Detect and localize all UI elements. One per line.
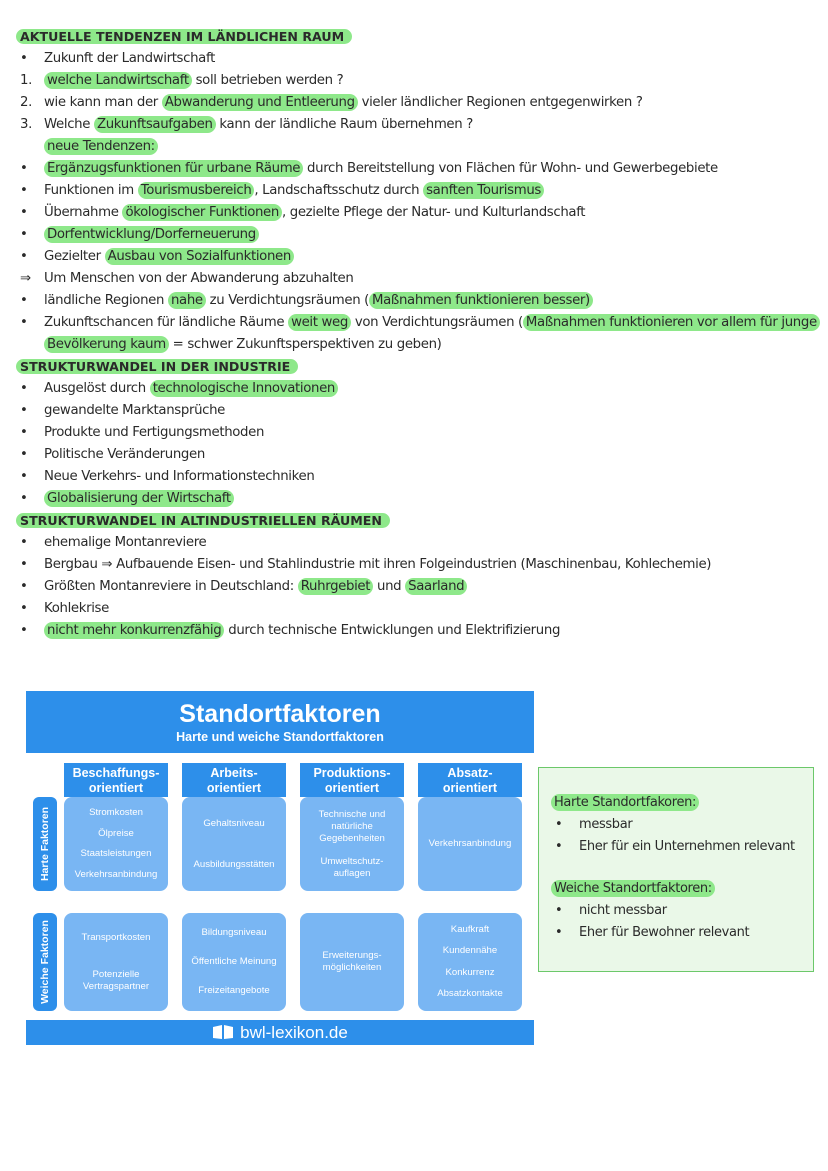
summary-item bbox=[551, 922, 749, 944]
summary-item bbox=[551, 900, 749, 922]
standortfaktoren-summary-box bbox=[538, 767, 814, 972]
note-text: Bergbau ⇒ Aufbauende Eisen- und Stahlindustrie mit ihren Folgeindustrien (Maschinenbau, Kohlechemie) bbox=[44, 557, 712, 572]
note-line bbox=[16, 598, 816, 620]
list-marker: • bbox=[20, 601, 28, 616]
note-text: zu Verdichtungsräumen ( bbox=[205, 293, 370, 308]
list-marker: • bbox=[20, 183, 28, 198]
highlighted-text: ökologischer Funktionen bbox=[122, 204, 282, 221]
soft-factor-cell bbox=[182, 913, 286, 1011]
book-icon bbox=[212, 1025, 234, 1039]
highlighted-text: Bevölkerung kaum bbox=[44, 336, 169, 353]
list-marker: • bbox=[555, 925, 563, 940]
note-text: Um Menschen von der Abwanderung abzuhalten bbox=[44, 271, 354, 286]
highlighted-text: Maßnahmen funktionieren besser) bbox=[369, 292, 593, 309]
section-heading bbox=[16, 356, 816, 378]
column-header: Absatz- orientiert bbox=[418, 763, 522, 797]
factor-item: Ausbildungsstätten bbox=[193, 858, 275, 870]
factor-item: Kundennähe bbox=[442, 945, 498, 957]
summary-item bbox=[551, 814, 795, 836]
highlighted-text: STRUKTURWANDEL IN ALTINDUSTRIELLEN RÄUMEN bbox=[16, 513, 390, 528]
factor-item: Öffentliche Meinung bbox=[191, 955, 277, 967]
list-marker: • bbox=[20, 623, 28, 638]
factor-item: Freizeitangebote bbox=[198, 984, 270, 996]
summary-item-text: Eher für ein Unternehmen relevant bbox=[579, 839, 795, 854]
note-line bbox=[16, 422, 816, 444]
row-label-soft: Weiche Faktoren bbox=[33, 913, 57, 1011]
note-line bbox=[16, 158, 816, 180]
hard-factor-cell bbox=[182, 797, 286, 891]
section-heading bbox=[16, 26, 816, 48]
summary-title: Weiche Standortfaktoren: bbox=[551, 880, 715, 897]
note-line bbox=[16, 136, 816, 158]
hard-factor-cell bbox=[64, 797, 168, 891]
highlighted-text: neue Tendenzen: bbox=[44, 138, 158, 155]
list-marker: • bbox=[20, 535, 28, 550]
note-text: Zukunftschancen für ländliche Räume bbox=[44, 315, 289, 330]
note-line bbox=[16, 70, 816, 92]
list-marker: • bbox=[20, 557, 28, 572]
note-line bbox=[16, 92, 816, 114]
infographic-banner bbox=[26, 691, 534, 753]
note-text: Kohlekrise bbox=[44, 601, 109, 616]
summary-item-text: messbar bbox=[579, 817, 633, 832]
highlighted-text: AKTUELLE TENDENZEN IM LÄNDLICHEN RAUM bbox=[16, 29, 352, 44]
note-line bbox=[16, 400, 816, 422]
soft-factor-cell bbox=[300, 913, 404, 1011]
factor-item: Transportkosten bbox=[81, 931, 151, 943]
list-marker: • bbox=[555, 817, 563, 832]
highlighted-text: weit weg bbox=[288, 314, 351, 331]
soft-factor-cell bbox=[418, 913, 522, 1011]
factor-item: Ölpreise bbox=[98, 827, 134, 839]
note-text: = schwer Zukunftsperspektiven zu geben) bbox=[168, 337, 442, 352]
highlighted-text: Saarland bbox=[405, 578, 467, 595]
note-line bbox=[16, 576, 816, 598]
column-header: Produktions- orientiert bbox=[300, 763, 404, 797]
note-text: Gezielter bbox=[44, 249, 105, 264]
list-marker: • bbox=[20, 403, 28, 418]
note-text: Politische Veränderungen bbox=[44, 447, 205, 462]
factor-item: Konkurrenz bbox=[445, 966, 495, 978]
list-marker: 2. bbox=[20, 95, 32, 110]
list-marker: • bbox=[20, 293, 28, 308]
factor-item: Kaufkraft bbox=[450, 923, 490, 935]
highlighted-text: Maßnahmen funktionieren vor allem für junge bbox=[523, 314, 820, 331]
note-line bbox=[16, 268, 816, 290]
note-text: Funktionen im bbox=[44, 183, 138, 198]
note-line bbox=[16, 488, 816, 510]
hard-factor-cell bbox=[418, 797, 522, 891]
note-text: Zukunft der Landwirtschaft bbox=[44, 51, 215, 66]
highlighted-text: Zukunftsaufgaben bbox=[94, 116, 216, 133]
factor-item: Potenzielle Vertragspartner bbox=[82, 968, 150, 992]
factor-item: Gehaltsniveau bbox=[203, 817, 265, 829]
note-text: und bbox=[373, 579, 406, 594]
highlighted-text: Dorfentwicklung/Dorferneuerung bbox=[44, 226, 259, 243]
note-line bbox=[16, 180, 816, 202]
list-marker: ⇒ bbox=[20, 271, 31, 286]
note-text: , Landschaftsschutz durch bbox=[254, 183, 424, 198]
note-text: von Verdichtungsräumen ( bbox=[350, 315, 523, 330]
list-marker: • bbox=[20, 447, 28, 462]
note-line bbox=[16, 466, 816, 488]
summary-section bbox=[551, 792, 795, 858]
note-text: kann der ländliche Raum übernehmen ? bbox=[215, 117, 473, 132]
highlighted-text: nicht mehr konkurrenzfähig bbox=[44, 622, 224, 639]
list-marker: 1. bbox=[20, 73, 32, 88]
summary-item-text: Eher für Bewohner relevant bbox=[579, 925, 750, 940]
highlighted-text: nahe bbox=[168, 292, 206, 309]
note-line bbox=[16, 246, 816, 268]
note-line bbox=[16, 334, 816, 356]
section-heading bbox=[16, 510, 816, 532]
highlighted-text: Abwanderung und Entleerung bbox=[162, 94, 358, 111]
list-marker: • bbox=[20, 249, 28, 264]
list-marker: • bbox=[555, 839, 563, 854]
highlighted-text: Ruhrgebiet bbox=[298, 578, 373, 595]
note-line bbox=[16, 224, 816, 246]
summary-section bbox=[551, 878, 749, 944]
list-marker: 3. bbox=[20, 117, 32, 132]
list-marker: • bbox=[20, 227, 28, 242]
note-line bbox=[16, 48, 816, 70]
factor-item: Erweiterungs-möglichkeiten bbox=[322, 950, 382, 973]
list-marker: • bbox=[20, 491, 28, 506]
note-text: Ausgelöst durch bbox=[44, 381, 150, 396]
highlighted-text: sanften Tourismus bbox=[423, 182, 544, 199]
note-line bbox=[16, 620, 816, 642]
note-line bbox=[16, 532, 816, 554]
note-text: wie kann man der bbox=[44, 95, 162, 110]
note-text: Welche bbox=[44, 117, 94, 132]
factor-item: Umweltschutz-auflagen bbox=[320, 855, 384, 879]
note-text: vieler ländlicher Regionen entgegenwirken ? bbox=[357, 95, 643, 110]
note-text: ehemalige Montanreviere bbox=[44, 535, 207, 550]
hard-factor-cell bbox=[300, 797, 404, 891]
list-marker: • bbox=[20, 579, 28, 594]
standortfaktoren-infographic bbox=[26, 691, 534, 1045]
highlighted-text: Globalisierung der Wirtschaft bbox=[44, 490, 234, 507]
highlighted-text: Ausbau von Sozialfunktionen bbox=[105, 248, 294, 265]
list-marker: • bbox=[20, 425, 28, 440]
list-marker: • bbox=[20, 469, 28, 484]
note-text: Neue Verkehrs- und Informationstechniken bbox=[44, 469, 315, 484]
note-text: , gezielte Pflege der Natur- und Kulturlandschaft bbox=[281, 205, 586, 220]
column-header: Arbeits- orientiert bbox=[182, 763, 286, 797]
summary-item-text: nicht messbar bbox=[579, 903, 667, 918]
soft-factor-cell bbox=[64, 913, 168, 1011]
note-line bbox=[16, 378, 816, 400]
factor-item: Absatzkontakte bbox=[437, 988, 503, 1000]
list-marker: • bbox=[20, 381, 28, 396]
factor-item: Bildungsniveau bbox=[201, 927, 267, 939]
row-label-hard: Harte Faktoren bbox=[33, 797, 57, 891]
list-marker: • bbox=[20, 161, 28, 176]
highlighted-text: welche Landwirtschaft bbox=[44, 72, 192, 89]
note-line bbox=[16, 554, 816, 576]
infographic-footer bbox=[26, 1020, 534, 1045]
highlighted-text: Ergänzugsfunktionen für urbane Räume bbox=[44, 160, 303, 177]
column-header: Beschaffungs- orientiert bbox=[64, 763, 168, 797]
list-marker: • bbox=[20, 205, 28, 220]
factor-item: Technische und natürliche Gegebenheiten bbox=[318, 808, 386, 844]
note-line bbox=[16, 444, 816, 466]
note-line bbox=[16, 290, 816, 312]
infographic-title: Standortfaktoren bbox=[179, 700, 381, 728]
list-marker: • bbox=[20, 51, 28, 66]
note-line bbox=[16, 202, 816, 224]
note-line bbox=[16, 114, 816, 136]
highlighted-text: technologische Innovationen bbox=[150, 380, 338, 397]
list-marker: • bbox=[20, 315, 28, 330]
list-marker: • bbox=[555, 903, 563, 918]
note-line bbox=[16, 312, 816, 334]
highlighted-text: STRUKTURWANDEL IN DER INDUSTRIE bbox=[16, 359, 298, 374]
summary-title: Harte Standortfakoren: bbox=[551, 794, 699, 811]
notes-page bbox=[16, 26, 816, 642]
note-text: ländliche Regionen bbox=[44, 293, 168, 308]
note-text: Produkte und Fertigungsmethoden bbox=[44, 425, 265, 440]
note-text: durch Bereitstellung von Flächen für Wohn- und Gewerbegebiete bbox=[303, 161, 718, 176]
footer-text: bwl-lexikon.de bbox=[240, 1023, 348, 1042]
note-text: Übernahme bbox=[44, 205, 123, 220]
factor-item: Staatsleistungen bbox=[80, 848, 152, 860]
infographic-subtitle: Harte und weiche Standortfaktoren bbox=[176, 730, 384, 744]
note-text: soll betrieben werden ? bbox=[191, 73, 344, 88]
factor-item: Verkehrsanbindung bbox=[428, 838, 512, 849]
summary-item bbox=[551, 836, 795, 858]
note-text: gewandelte Marktansprüche bbox=[44, 403, 226, 418]
note-text: durch technische Entwicklungen und Elektrifizierung bbox=[224, 623, 561, 638]
factor-item: Stromkosten bbox=[89, 807, 143, 819]
factor-item: Verkehrsanbindung bbox=[74, 868, 158, 880]
highlighted-text: Tourismusbereich bbox=[138, 182, 255, 199]
note-text: Größten Montanreviere in Deutschland: bbox=[44, 579, 298, 594]
